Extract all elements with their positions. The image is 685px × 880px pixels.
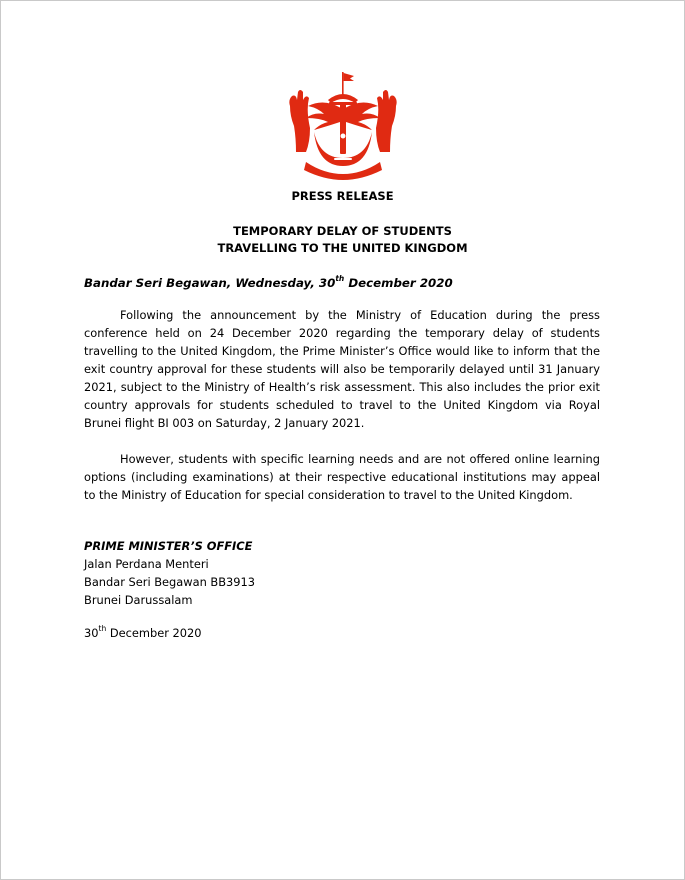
closing-date (84, 624, 202, 642)
closing-date-sup: th (98, 624, 107, 634)
dateline-sup: th (335, 274, 345, 284)
signature-org: PRIME MINISTER’S OFFICE (84, 539, 253, 553)
title-line-1: TEMPORARY DELAY OF STUDENTS (233, 224, 452, 238)
title-line-2: TRAVELLING TO THE UNITED KINGDOM (217, 241, 468, 255)
address-line-2: Bandar Seri Begawan BB3913 (84, 575, 256, 589)
address-line-1: Jalan Perdana Menteri (84, 557, 209, 571)
closing-date-suffix: December 2020 (106, 626, 202, 640)
brunei-crest-icon (284, 70, 402, 180)
dateline-prefix: Bandar Seri Begawan, Wednesday, 30 (84, 276, 336, 290)
dateline-suffix: December 2020 (344, 276, 453, 290)
closing-date-prefix: 30 (84, 626, 99, 640)
body-paragraph-2: However, students with specific learning needs and are not offered online learning options (including examinations) at their respective educational institutions may appeal to the Ministry of Education for special consideration to travel to the United Kingdom. (84, 452, 600, 502)
signature-block (84, 537, 255, 609)
address-line-3: Brunei Darussalam (84, 593, 193, 607)
dateline (84, 275, 453, 291)
press-release-label: PRESS RELEASE (291, 189, 394, 203)
body-paragraph-1: Following the announcement by the Ministry of Education during the press conference held on 24 December 2020 regarding the temporary delay of students travelling to the United Kingdom, the Prime Minister’s Office would like to inform that the exit country approval for these students will also be temporarily delayed until 31 January 2021, subject to the Ministry of Health’s risk assessment. This also includes the prior exit country approvals for students scheduled to travel to the United Kingdom via Royal Brunei flight BI 003 on Saturday, 2 January 2021. (84, 308, 600, 430)
